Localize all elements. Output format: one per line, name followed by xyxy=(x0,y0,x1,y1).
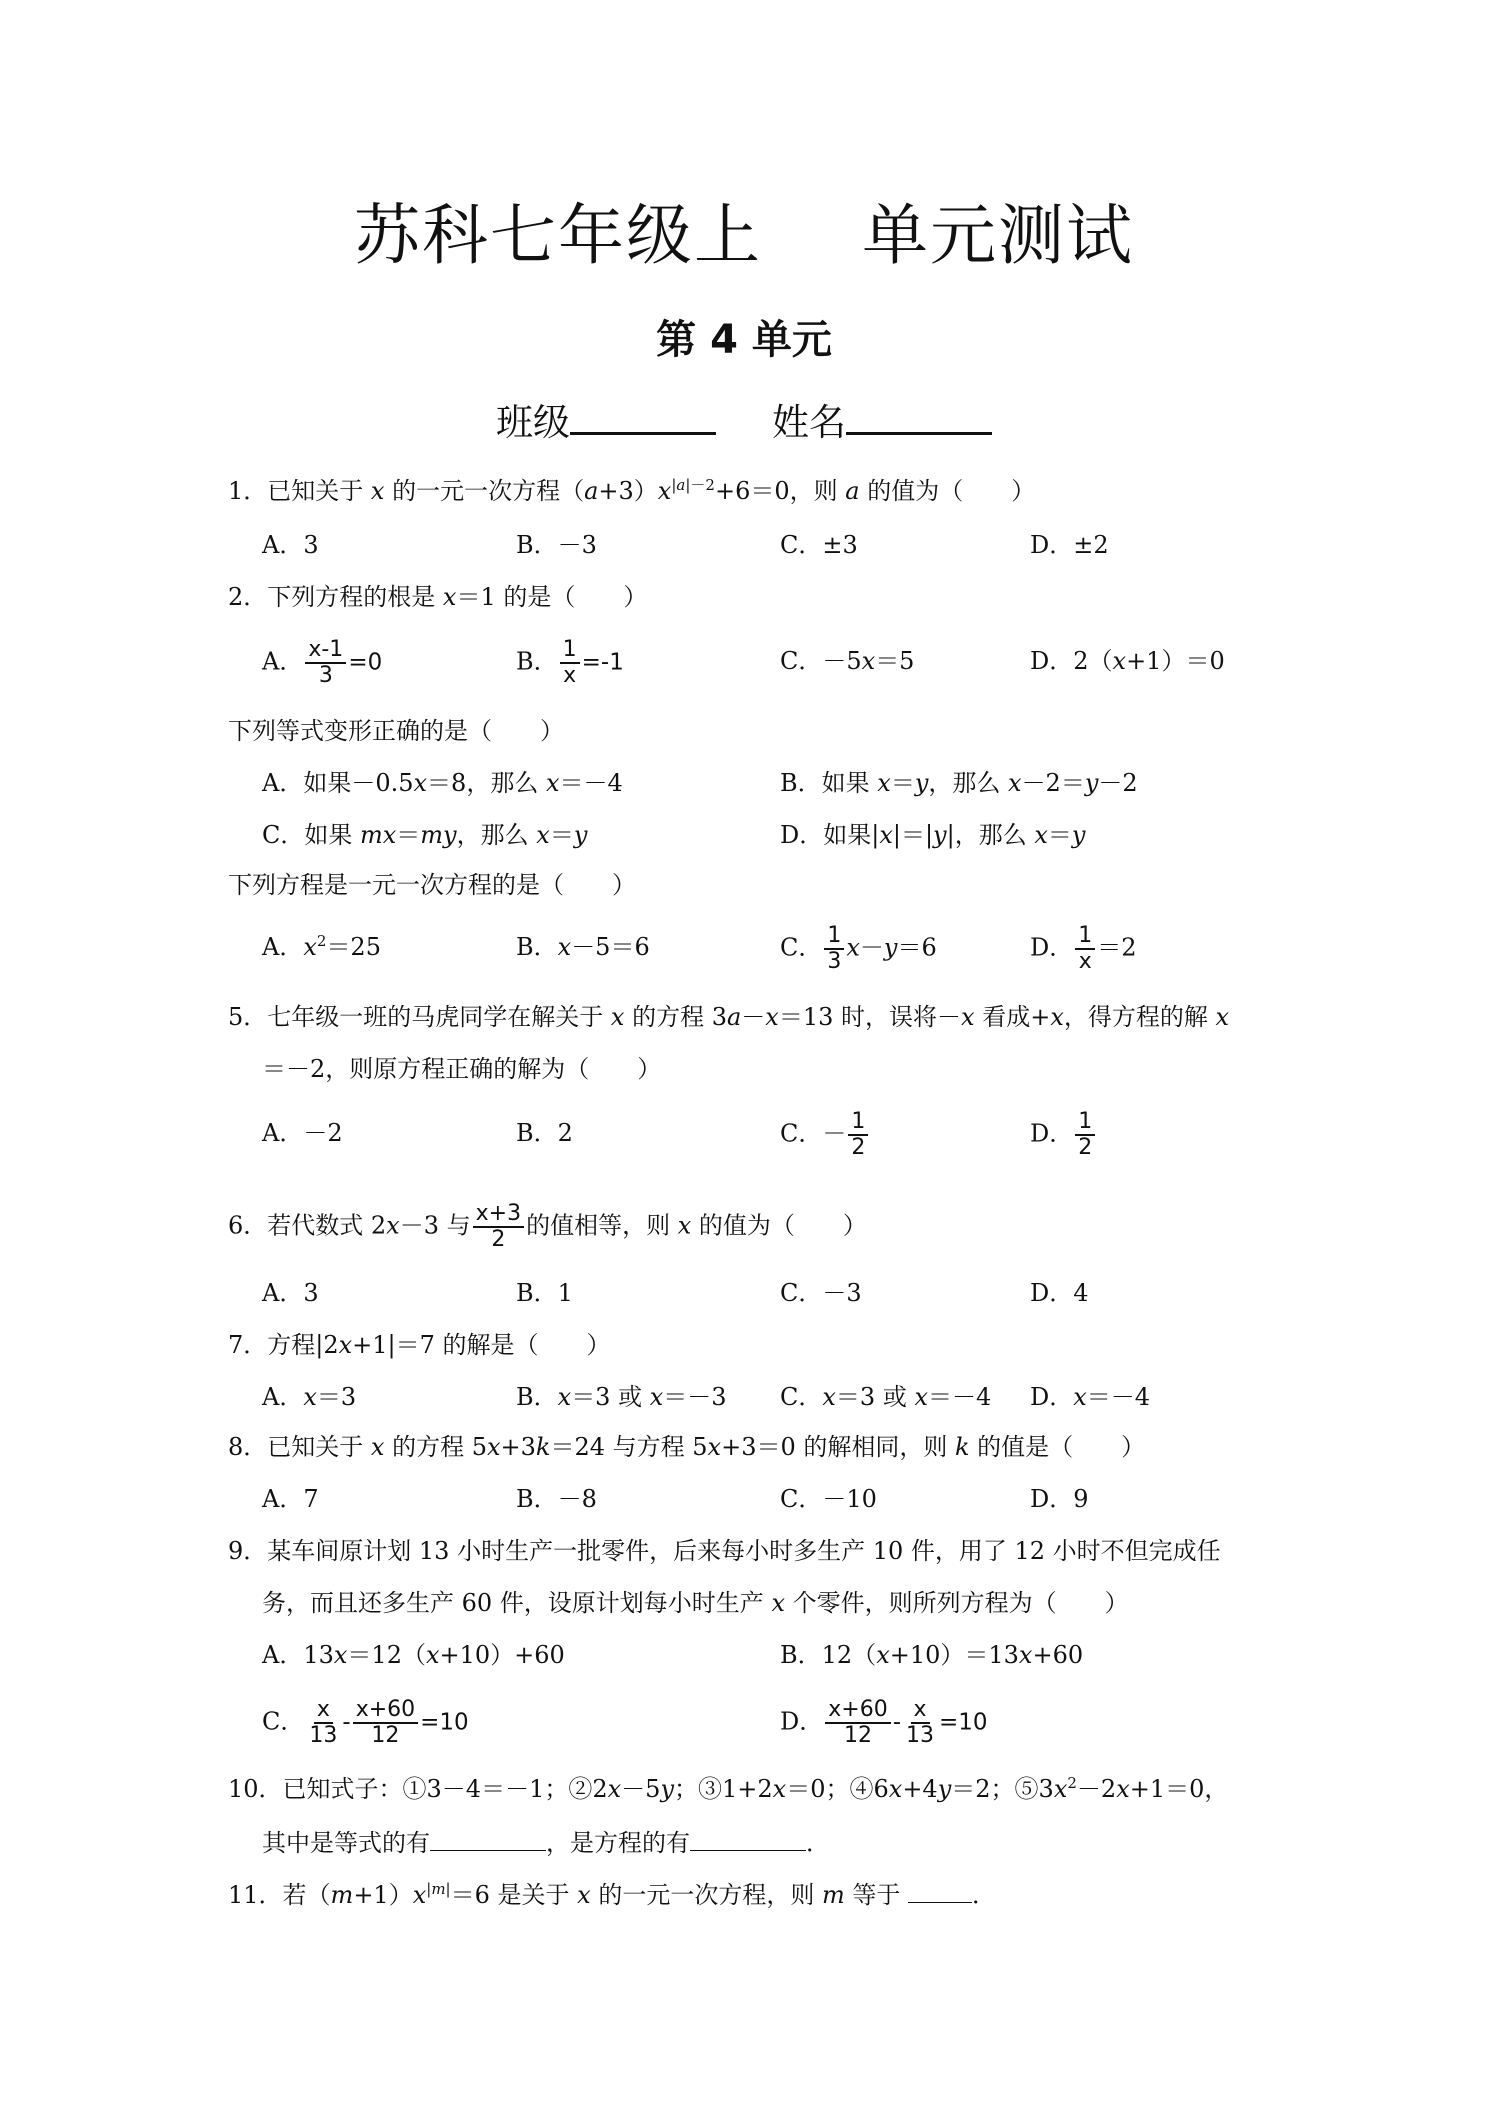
fraction: $\frac{x}{13}$ xyxy=(906,1697,935,1748)
q4-option-c[interactable]: C． $\frac{1}{3}$ x－y＝6 xyxy=(780,923,937,974)
fraction: $\frac{x+3}{2}$ xyxy=(473,1202,524,1252)
q7-option-b[interactable]: B．x＝3 或 x＝－3 xyxy=(516,1383,727,1411)
q7-option-a[interactable]: A．x＝3 xyxy=(262,1383,357,1411)
question-1: 1．已知关于 x 的一元一次方程$(a+3)x^{|a|-2}+6=0$，则 a 的值为（ ） xyxy=(228,476,1036,505)
class-blank[interactable] xyxy=(570,394,716,435)
q1-option-d[interactable]: D．±2 xyxy=(1030,531,1109,559)
q8-option-b[interactable]: B．－8 xyxy=(516,1485,597,1513)
q9-option-c[interactable]: C． $\frac{x}{13}$ - $\frac{x+60}{12}$ =10 xyxy=(262,1697,469,1748)
fraction: $\frac{x+60}{12}$ xyxy=(353,1698,418,1748)
q2-option-a[interactable]: A． $\frac{x-1}{3}$ =0 xyxy=(262,637,383,688)
fraction: $\frac{1}{x}$ xyxy=(560,638,580,688)
q1-option-b[interactable]: B．－3 xyxy=(516,531,597,559)
fraction: $\frac{1}{3}$ xyxy=(824,924,844,974)
question-9-cont: 务，而且还多生产 60 件，设原计划每小时生产 x 个零件，则所列方程为（ ） xyxy=(262,1589,1129,1617)
answer-blank[interactable] xyxy=(430,1828,546,1851)
q7-option-c[interactable]: C．x＝3 或 x＝－4 xyxy=(780,1383,992,1411)
q7-option-d[interactable]: D．x＝－4 xyxy=(1030,1383,1151,1411)
q2-option-b[interactable]: B． $\frac{1}{x}$ =-1 xyxy=(516,637,624,688)
q3-option-a[interactable]: A．如果－0.5x＝8，那么 x＝－4 xyxy=(262,769,623,797)
question-3: 下列等式变形正确的是（ ） xyxy=(228,717,564,745)
q4-option-a[interactable]: A．$x^2=25$ xyxy=(262,932,381,961)
question-5-cont: ＝－2，则原方程正确的解为（ ） xyxy=(262,1055,662,1083)
q9-option-a[interactable]: A．13x＝12（x+10）+60 xyxy=(262,1641,565,1669)
question-6: 6．若代数式 2x－3 与 $\frac{x+3}{2}$ 的值相等，则 x 的值为（ ） xyxy=(228,1201,867,1252)
question-4: 下列方程是一元一次方程的是（ ） xyxy=(228,871,636,899)
q8-option-d[interactable]: D．9 xyxy=(1030,1485,1089,1513)
q4-option-b[interactable]: B．x－5＝6 xyxy=(516,933,650,961)
title-left: 苏科七年级上 xyxy=(354,197,762,274)
fraction: $\frac{1}{2}$ xyxy=(1075,1110,1095,1160)
answer-blank[interactable] xyxy=(690,1828,806,1851)
q3-option-c[interactable]: C．如果 mx＝my，那么 x＝y xyxy=(262,821,588,849)
q8-option-a[interactable]: A．7 xyxy=(262,1485,319,1513)
name-blank[interactable] xyxy=(846,394,992,435)
question-2: 2．下列方程的根是 x＝1 的是（ ） xyxy=(228,583,648,611)
q5-option-d[interactable]: D． $\frac{1}{2}$ xyxy=(1030,1110,1097,1160)
fraction: $\frac{1}{x}$ xyxy=(1075,924,1095,974)
fraction: $\frac{x+60}{12}$ xyxy=(825,1698,890,1748)
q2-option-d[interactable]: D．2（x+1）＝0 xyxy=(1030,647,1225,675)
q3-option-b[interactable]: B．如果 x＝y，那么 x－2＝y－2 xyxy=(780,769,1138,797)
question-9: 9．某车间原计划 13 小时生产一批零件，后来每小时多生产 10 件，用了 12 小时不但完成任 xyxy=(228,1537,1221,1565)
q5-option-b[interactable]: B．2 xyxy=(516,1119,573,1147)
q1-option-a[interactable]: A．3 xyxy=(262,531,319,559)
unit-subtitle: 第 4 单元 xyxy=(656,317,832,363)
fraction: $\frac{x-1}{3}$ xyxy=(305,638,346,688)
q6-option-b[interactable]: B．1 xyxy=(516,1279,573,1307)
name-label: 姓名 xyxy=(772,401,846,444)
q2-option-c[interactable]: C．－5x＝5 xyxy=(780,647,915,675)
q6-option-c[interactable]: C．－3 xyxy=(780,1279,862,1307)
question-11: 11．若$(m+1)x^{|m|}=6$ 是关于 x 的一元一次方程，则 m 等于 ． xyxy=(228,1880,996,1909)
q8-option-c[interactable]: C．－10 xyxy=(780,1485,877,1513)
title-right: 单元测试 xyxy=(862,197,1134,274)
q9-option-b[interactable]: B．12（x+10）＝13x+60 xyxy=(780,1641,1084,1669)
class-label: 班级 xyxy=(496,401,570,444)
page-title xyxy=(0,182,1488,277)
fraction: $\frac{1}{2}$ xyxy=(848,1110,868,1160)
q9-option-d[interactable]: D． $\frac{x+60}{12}$ - $\frac{x}{13}$ =10 xyxy=(780,1697,988,1748)
answer-blank[interactable] xyxy=(908,1880,972,1903)
q3-option-d[interactable]: D．如果|x|＝|y|，那么 x＝y xyxy=(780,821,1086,849)
question-10-cont: 其中是等式的有 ，是方程的有 ． xyxy=(262,1829,830,1857)
question-10: 10．已知式子：①3－4＝－1；②2x－5y；③1+2x＝0；④6x+4y＝2；$⑤3x^2-2x+1=0$， xyxy=(228,1774,1229,1803)
fraction: $\frac{x}{13}$ xyxy=(309,1697,338,1748)
question-5: 5．七年级一班的马虎同学在解关于 x 的方程 3a－x＝13 时，误将－x 看成+x，得方程的解 x xyxy=(228,1003,1230,1031)
question-8: 8．已知关于 x 的方程 5x+3k＝24 与方程 5x+3＝0 的解相同，则 k 的值是（ ） xyxy=(228,1433,1146,1461)
q5-option-a[interactable]: A．－2 xyxy=(262,1119,343,1147)
q5-option-c[interactable]: C．－ $\frac{1}{2}$ xyxy=(780,1110,870,1160)
student-info-bar xyxy=(0,392,1488,446)
question-7: 7．方程|2x+1|＝7 的解是（ ） xyxy=(228,1331,611,1359)
q6-option-a[interactable]: A．3 xyxy=(262,1279,319,1307)
q1-option-c[interactable]: C．±3 xyxy=(780,531,858,559)
q6-option-d[interactable]: D．4 xyxy=(1030,1279,1089,1307)
q4-option-d[interactable]: D． $\frac{1}{x}$ ＝2 xyxy=(1030,923,1137,974)
